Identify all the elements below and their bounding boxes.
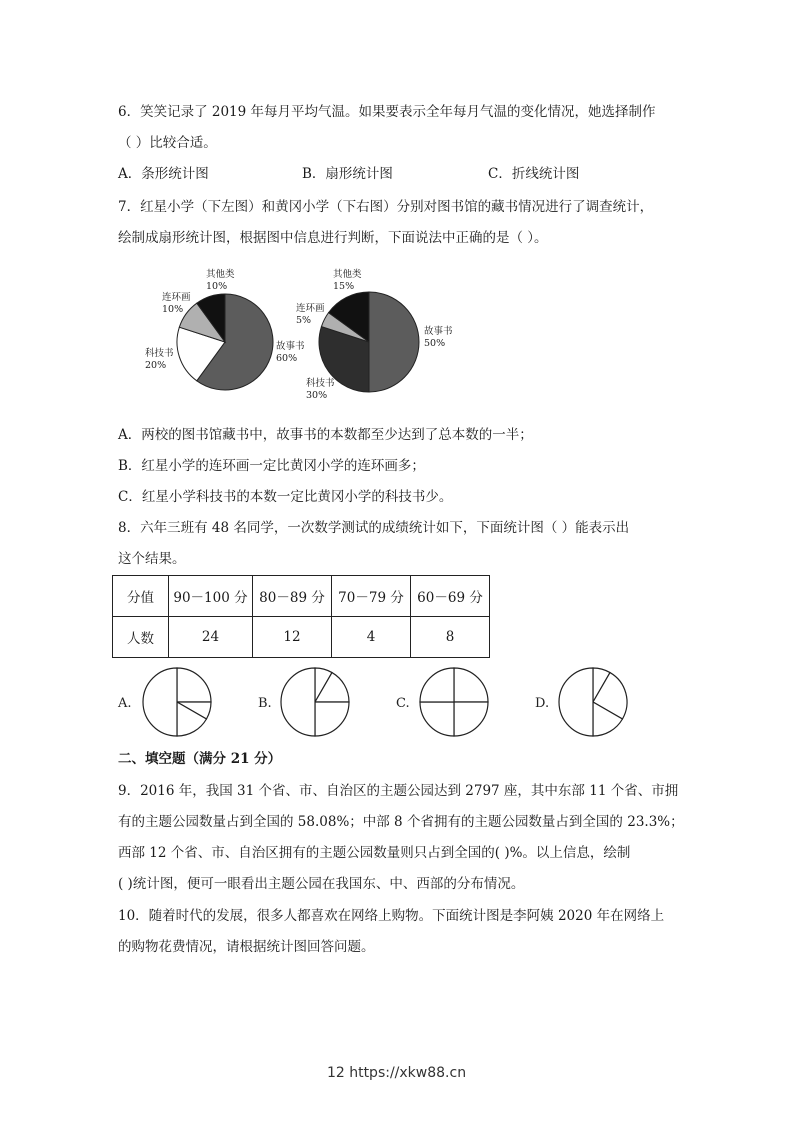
label-science-pct: 30% (306, 390, 328, 401)
q8-text-line2: 这个结果。 (118, 551, 186, 567)
label-comic-name: 连环画 (296, 303, 325, 314)
option-pie-slice (315, 702, 349, 736)
q6-option-c: C．折线统计图 (488, 166, 580, 182)
label-story-name: 故事书 (276, 341, 305, 352)
q7-option-a: A．两校的图书馆藏书中，故事书的本数都至少达到了总本数的一半； (118, 427, 533, 443)
table-row (113, 617, 490, 658)
option-a-label: A. (118, 696, 132, 711)
library-pie-charts (130, 262, 510, 412)
label-science-name: 科技书 (145, 348, 174, 359)
answer-option-pies (110, 664, 650, 744)
option-c-label: C. (396, 696, 410, 711)
q9-text-line1: 9．2016 年，我国 31 个省、市、自治区的主题公园达到 2797 座，其中东部 11 个省、市拥 (118, 783, 679, 799)
table-cell: 人数 (113, 617, 169, 658)
label-story-name: 故事书 (424, 326, 453, 337)
label-science-pct: 20% (145, 360, 167, 371)
table-cell: 4 (332, 617, 411, 658)
q7-text-line2: 绘制成扇形统计图，根据图中信息进行判断，下面说法中正确的是（ ）。 (118, 230, 548, 246)
option-pie-slice (420, 668, 454, 702)
huanggang-pie-chart (319, 292, 419, 392)
label-comic-name: 连环画 (162, 292, 191, 303)
table-cell: 8 (411, 617, 490, 658)
q7-text-line1: 7．红星小学（下左图）和黄冈小学（下右图）分别对图书馆的藏书情况进行了调查统计， (118, 199, 654, 215)
q7-option-b: B．红星小学的连环画一定比黄冈小学的连环画多； (118, 458, 425, 474)
table-header-cell: 80－89 分 (253, 576, 332, 617)
label-other-pct: 15% (333, 281, 355, 292)
q10-text-line1: 10．随着时代的发展，很多人都喜欢在网络上购物。下面统计图是李阿姨 2020 年在网络上 (118, 908, 665, 924)
table-cell: 24 (169, 617, 253, 658)
table-header-cell: 90－100 分 (169, 576, 253, 617)
label-other-name: 其他类 (333, 269, 362, 280)
section-heading: 二、填空题（满分 21 分） (118, 751, 282, 767)
q9-text-line2: 有的主题公园数量占到全国的 58.08%；中部 8 个省拥有的主题公园数量占到全国的 23.3%； (118, 814, 684, 830)
option-d-label: D. (535, 696, 550, 711)
label-comic-pct: 5% (296, 315, 312, 326)
q9-text-line3: 西部 12 个省、市、自治区拥有的主题公园数量则只占到全国的( )%。以上信息，绘制 (118, 845, 631, 861)
option-pie-slice (177, 668, 211, 702)
label-other-pct: 10% (206, 281, 228, 292)
option-pie-slice (454, 702, 488, 736)
option-b-label: B. (258, 696, 272, 711)
q7-option-c: C．红星小学科技书的本数一定比黄冈小学的科技书少。 (118, 489, 453, 505)
page-footer: 12 https://xkw88.cn (326, 1065, 467, 1081)
option-pie-slice (143, 668, 177, 736)
label-story-pct: 60% (276, 353, 298, 364)
table-header-cell: 70－79 分 (332, 576, 411, 617)
q6-option-b: B．扇形统计图 (302, 166, 393, 182)
hongxing-pie-chart (177, 294, 273, 390)
label-story-pct: 50% (424, 338, 446, 349)
q8-text-line1: 8．六年三班有 48 名同学，一次数学测试的成绩统计如下，下面统计图（ ）能表示出 (118, 520, 630, 536)
q6-option-a: A．条形统计图 (118, 166, 209, 182)
option-pie-slice (559, 668, 593, 736)
label-other-name: 其他类 (206, 269, 235, 280)
q9-text-line4: ( )统计图，便可一眼看出主题公园在我国东、中、西部的分布情况。 (118, 876, 525, 892)
option-pie-slice (281, 668, 315, 736)
q6-text-line2: （ ）比较合适。 (118, 135, 217, 151)
label-science-name: 科技书 (306, 378, 335, 389)
table-header-cell: 60－69 分 (411, 576, 490, 617)
option-pie-slice (420, 702, 454, 736)
option-pie-slice (454, 668, 488, 702)
score-table (112, 575, 490, 658)
option-pie-group (143, 668, 627, 736)
table-cell: 12 (253, 617, 332, 658)
label-comic-pct: 10% (162, 304, 184, 315)
q10-text-line2: 的购物花费情况，请根据统计图回答问题。 (118, 939, 375, 955)
q6-text-line1: 6．笑笑记录了 2019 年每月平均气温。如果要表示全年每月气温的变化情况，她选择制作 (118, 104, 656, 120)
table-row (113, 576, 490, 617)
pie-slice-story (369, 292, 419, 392)
table-header-cell: 分值 (113, 576, 169, 617)
